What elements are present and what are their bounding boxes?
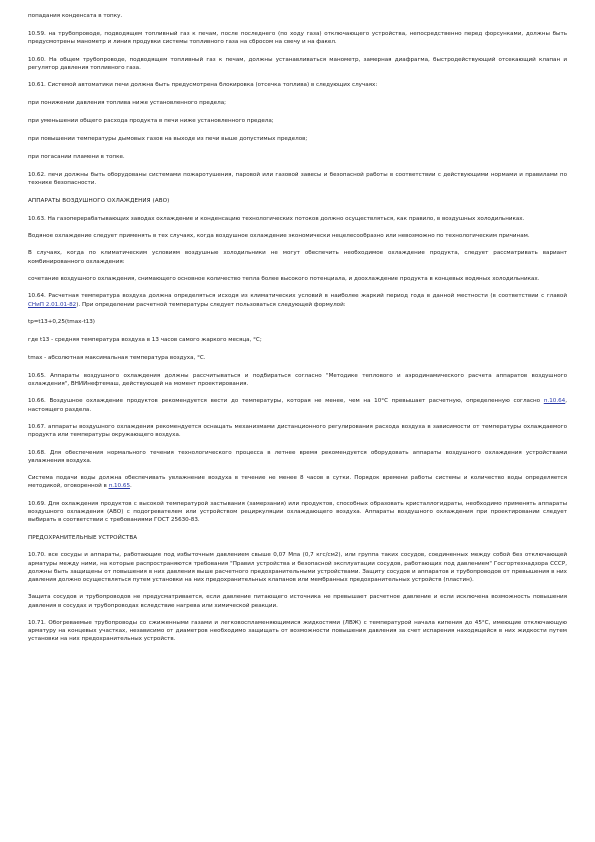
- paragraph-text: .: [130, 483, 132, 490]
- blocking-condition-flame-out: при погасании пламени в топке.: [28, 154, 125, 161]
- paragraph-air-water-combination: сочетание воздушного охлаждения, снимающего основное количество тепла более высокого потенциала, и доохлаждение продукта в концевых водяных холодильниках.: [28, 275, 540, 282]
- section-heading-safety-devices: ПРЕДОХРАНИТЕЛЬНЫЕ УСТРОЙСТВА: [28, 534, 138, 541]
- section-heading-avo: АППАРАТЫ ВОЗДУШНОГО ОХЛАЖДЕНИЯ (АВО): [28, 197, 170, 204]
- clause-10-65-link[interactable]: п.10.65: [108, 483, 131, 490]
- blocking-condition-product-flow: при уменьшении общего расхода продукта в печи ниже установленного предела;: [28, 118, 274, 125]
- paragraph-10-71: 10.71. Обогреваемые трубопроводы со сжиженными газами и легковоспламеняющимися жидкостями (ЛВЖ) с температурой начала кипения до 45°С, имеющие отключающую арматуру на концевых участках, независимо от диаметров необходимо защищать от возможности повышения давления за счет испарения находящейся в них жидкости путем установки на них предохранительных устройств.: [28, 619, 567, 643]
- paragraph-10-68: 10.68. Для обеспечения нормального течения технологического процесса в летнее время рекомендуется оборудовать аппараты воздушного охлаждения устройствами увлажнения воздуха.: [28, 449, 567, 464]
- paragraph-water-cooling: Водяное охлаждение следует применять в тех случаях, когда воздушное охлаждение экономически нецелесообразно или невозможно по технологическим причинам.: [28, 232, 530, 239]
- formula-definition-t13: где t13 - средняя температура воздуха в 13 часов самого жаркого месяца, °С;: [28, 336, 262, 343]
- paragraph-10-59: 10.59. на трубопроводе, подводящем топливный газ к печам, после последнего (по ходу газа) отключающего устройства, непосредственно перед форсунками, должны быть предусмотрены манометр и линия продувки системы топливного газа на сбросом на свечу и на факел.: [28, 31, 567, 46]
- paragraph-10-62: 10.62. печи должны быть оборудованы системами пожаротушения, паровой или газовой завесы и безопасной работы в соответствии с действующими нормами и правилами по технике безопасности.: [28, 172, 567, 187]
- snip-link[interactable]: СНиП 2.01.01-82: [28, 301, 77, 308]
- paragraph-10-63: 10.63. На газоперерабатывающих заводах охлаждение и конденсацию технологических потоков должно осуществляться, как правило, в воздушных холодильниках.: [28, 215, 525, 222]
- paragraph-10-60: 10.60. На общем трубопроводе, подводящем топливный газ к печам, должны устанавливаться манометр, замерная диафрагма, быстродействующий отсекающий клапан и регулятор давления топливного газа.: [28, 56, 567, 71]
- paragraph-10-65: 10.65. Аппараты воздушного охлаждения должны рассчитываться и подбираться согласно "Методике теплового и аэродинамического расчета аппаратов воздушного охлаждения", ВНИИнефтемаш, действующей на момент проектирования.: [28, 372, 567, 387]
- formula-definition-tmax: tmax - абсолютная максимальная температура воздуха, °С.: [28, 354, 206, 361]
- paragraph-vessel-protection: Защита сосудов и трубопроводов не предусматривается, если давление питающего источника не превышает расчетное давление и если исключена возможность повышения давления в сосудах и трубопроводах вследствие нагрева или химической реакции.: [28, 594, 567, 609]
- paragraph-10-67: 10.67. аппараты воздушного охлаждения рекомендуется оснащать механизмами дистанционного регулирования расхода воздуха в зависимости от температуры охлаждаемого продукта или температуры окружающего воздуха.: [28, 423, 567, 439]
- paragraph-10-70: 10.70. все сосуды и аппараты, работающие под избыточным давлением свыше 0,07 Мпа (0,7 кгс/см2), или группа таких сосудов, соединенных между собой без отключающей арматуры между ними, на которые распространяются требования "Правил устройства и безопасной эксплуатации сосудов, работающих под давлением" Госгортехнадзора СССР, должны быть защищены от повышения в них давления выше расчетного предохранительными устройствами. Защиту сосудов и аппаратов и трубопроводов от превышения в них давления должно осуществляться путем установки на них предохранительных клапанов или мембранных предохранительных устройств (пластин).: [28, 552, 567, 583]
- paragraph: попадания конденсата в топку.: [28, 13, 123, 19]
- paragraph-10-69: 10.69. Для охлаждения продуктов с высокой температурой застывания (замерзания) или продуктов, способных образовать кристаллогидраты, необходимо применять аппараты воздушного охлаждения (АВО) с подогревателем или устройством рециркуляции охлаждающего воздуха. Аппараты воздушного охлаждения при проектировании следует выбирать в соответствии с требованиями ГОСТ 25630-83.: [28, 500, 567, 524]
- blocking-condition-fuel-pressure: при понижении давления топлива ниже установленного предела;: [28, 100, 227, 107]
- blocking-condition-flue-temperature: при повышении температуры дымовых газов на выходе из печи выше допустимых пределов;: [28, 136, 308, 143]
- clause-10-64-link[interactable]: п.10.64: [543, 398, 566, 405]
- paragraph-text: Система подачи воды должна обеспечивать увлажнение воздуха в течение не менее 8 часов в сутки. Порядок врeмени работы системы и количество воды определяется методикой, оговоренной в: [28, 475, 567, 490]
- paragraph-text: 10.64. Расчетная температура воздуха должна определяться исходя из климатических условий в наиболее жаркий период года в данной местности (в соответствии с главой: [28, 293, 567, 300]
- paragraph-water-supply: [28, 474, 567, 490]
- paragraph-text: , настоящего раздела.: [28, 398, 567, 413]
- paragraph-10-66: [28, 397, 567, 413]
- paragraph-text: ). При определении расчетной температуры следует пользоваться следующей формулой:: [76, 301, 346, 308]
- paragraph-10-64: [28, 292, 567, 308]
- formula: tр=t13+0,25(tmax-t13): [28, 318, 95, 325]
- paragraph-10-61: 10.61. Системой автоматики печи должна быть предусмотрена блокировка (отсечка топлива) в следующих случаях:: [28, 82, 378, 89]
- paragraph-combined-cooling: В случаях, когда по климатическим условиям воздушные холодильники не могут обеспечить необходимое охлаждение продукта, следует рассматривать вариант комбинированного охлаждения:: [28, 250, 567, 265]
- paragraph-text: 10.66. Воздушное охлаждение продуктов рекомендуется вести до температуры, которая не менее, чем на 10°С превышает расчетную, определенную согласно: [28, 398, 544, 405]
